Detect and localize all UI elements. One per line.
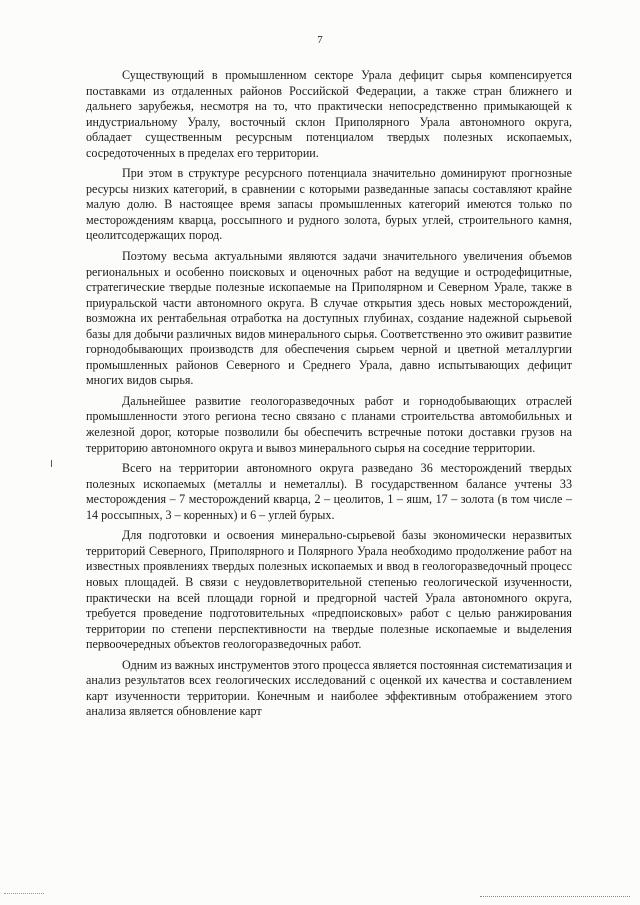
paragraph-2: При этом в структуре ресурсного потенциала значительно доминируют прогнозные ресурсы низких категорий, в сравнении с которыми разведанные запасы составляют крайне малую долю. В настоящее время запасы промышленных категорий имеются только по месторождениям кварца, россыпного и рудного золота, бурых углей, строительного камня, цеолитсодержащих пород. [86, 166, 572, 243]
page-number: 7 [317, 34, 323, 46]
document-body [86, 68, 572, 725]
paragraph-7: Одним из важных инструментов этого процесса является постоянная систематизация и анализ результатов всех геологических исследований с оценкой их качества и составлением карт изученности территории. Конечным и наиболее эффективным отображением этого анализа является обновление карт [86, 657, 573, 719]
paragraph-1: Существующий в промышленном секторе Урала дефицит сырья компенсируется поставками из отдаленных районов Российской Федерации, а также стран ближнего и дальнего зарубежья, несмотря на то, что практически непосредственно примыкающей к индустриальному Уралу, восточный склон Приполярного Урала автономного округа, обладает существенным ресурсным потенциалом твердых полезных ископаемых, сосредоточенных в пределах его территории. [86, 68, 572, 160]
bottom-scan-artifact [480, 896, 630, 900]
corner-scan-artifact [4, 893, 44, 896]
paragraph-4: Дальнейшее развитие геологоразведочных работ и горнодобывающих отраслей промышленности этого региона тесно связано с планами строительства автомобильных и железной дорог, которые позволили бы обеспечить встречные потоки доставки грузов на территорию автономного округа и вывоз минерального сырья на соседние территории. [86, 393, 572, 455]
paragraph-6: Для подготовки и освоения минерально-сырьевой базы экономически неразвитых территорий Северного, Приполярного и Полярного Урала необходимо продолжение работ на известных проявлениях твердых полезных ископаемых и ввод в геологоразведочный процесс новых площадей. В связи с неудовлетворительной степенью геологической изученности, практически на всей площади горной и предгорной частей Урала автономного округа, требуется проведение подготовительных «предпоисковых» работ с целью ранжирования территории по степени перспективности на твердые полезные ископаемые и выделения первоочередных объектов геологоразведочных работ. [86, 528, 572, 652]
margin-scan-mark [51, 460, 52, 467]
paragraph-3: Поэтому весьма актуальными являются задачи значительного увеличения объемов региональных и особенно поисковых и оценочных работ на ведущие и остродефицитные, стратегические твердые полезные ископаемые на Приполярном и Северном Урале, также в приуральской части автономного округа. В случае открытия здесь новых месторождений, возможна их рентабельная отработка на доступных глубинах, создание надежной сырьевой базы для добычи различных видов минерального сырья. Соответственно это оживит развитие горнодобывающих производств для обеспечения сырьем черной и цветной металлургии промышленных районов Северного и Среднего Урала, давно испытывающих дефицит многих видов сырья. [86, 249, 572, 388]
paragraph-5: Всего на территории автономного округа разведано 36 месторождений твердых полезных ископаемых (металлы и неметаллы). В государственном балансе учтены 33 месторождения – 7 месторождений кварца, 2 – цеолитов, 1 – яшм, 17 – золота (в том числе – 14 россыпных, 3 – коренных) и 6 – углей бурых. [86, 461, 572, 522]
